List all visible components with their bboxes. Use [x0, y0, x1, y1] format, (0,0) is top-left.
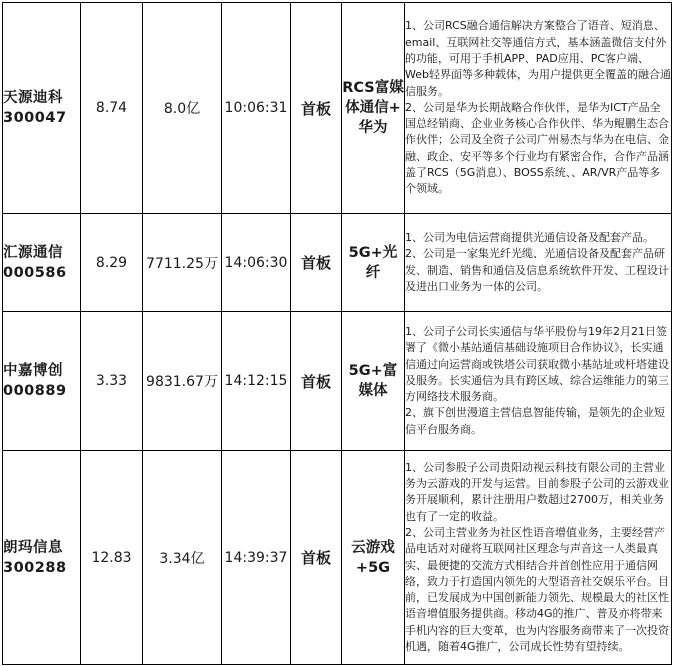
table-row [3, 214, 672, 312]
concept-cell [342, 3, 405, 214]
time-cell: 14:06:30 [222, 214, 291, 312]
concept-line: +5G [355, 559, 391, 576]
time-cell: 10:06:31 [222, 3, 291, 214]
description-paragraph: 2、公司主营业务为社区性语音增值业务，主要经营产品电话对对碰将互联网社区理念与声音这一人类最真实、最便捷的交流方式相结合并首创性应用于通信网络，致力于打造国内领先的大型语音社交娱乐平台。目前，已发展成为中国创新能力领先、规模最大的社区性语音增值服务提供商。移动4G的推广、普及亦将带来手机内容的巨大变革，也为内容服务商带来了一次投资机遇，随着4G推广，公司成长性势有望持续。 [405, 525, 669, 653]
description-cell [405, 3, 672, 214]
price-cell: 12.83 [81, 451, 143, 665]
concept-cell [342, 451, 405, 665]
stock-name-cell [3, 312, 81, 451]
concept-cell [342, 312, 405, 451]
market-cap-cell: 9831.67万 [143, 312, 222, 451]
table-row [3, 312, 672, 451]
board-cell: 首板 [291, 214, 342, 312]
description-paragraph: 2、公司是一家集光纤光缆、光通信设备及配套产品研发、制造、销售和通信及信息系统软件开发、工程设计及进出口业务为一体的公司。 [405, 247, 669, 293]
time-cell: 14:12:15 [222, 312, 291, 451]
stock-name: 中嘉博创 [3, 363, 63, 379]
stock-name-cell [3, 3, 81, 214]
stock-table [2, 2, 672, 665]
time-cell: 14:39:37 [222, 451, 291, 665]
description-paragraph: 1、公司为电信运营商提供光通信设备及配套产品。 [405, 230, 654, 244]
board-cell: 首板 [291, 451, 342, 665]
description-cell [405, 214, 672, 312]
market-cap-cell: 7711.25万 [143, 214, 222, 312]
stock-name: 汇源通信 [3, 244, 63, 261]
board-cell: 首板 [291, 312, 342, 451]
stock-code: 300047 [3, 110, 67, 126]
stock-name-cell [3, 214, 81, 312]
concept-cell [342, 214, 405, 312]
description-paragraph: 1、公司RCS融合通信解决方案整合了语音、短消息、email、互联网社交等通信方式，基本涵盖微信支付外的功能，可用于手机APP、PAD应用、PC客户端、Web轻界面等多种载体，为用户提供更全覆盖的融合通信服务。 [405, 19, 671, 98]
concept-line: 纤 [365, 264, 381, 281]
concept-line: 云游戏 [351, 539, 395, 556]
description-paragraph: 1、公司子公司长实通信与华平股份与19年2月21日签署了《微小基站通信基础设施项目合作协议》，长实通信通过向运营商或铁塔公司获取微小基站址或杆塔建设及服务。长实通信为具有跨区域、综合运维能力的第三方网络技术服务商。 [405, 324, 669, 404]
market-cap-cell: 3.34亿 [143, 451, 222, 665]
stock-name: 朗玛信息 [3, 539, 63, 556]
price-cell: 8.74 [81, 3, 143, 214]
table-row [3, 3, 672, 214]
price-cell: 3.33 [81, 312, 143, 451]
description-paragraph: 2、公司是华为长期战略合作伙伴，是华为ICT产品全国总经销商、企业业务核心合作伙伴、华为鲲鹏生态合作伙伴；公司及全资子公司广州易杰与华为在电信、金融、政企、安平等多个行业均有紧密合作，合作产品涵盖了RCS（5G消息）、BOSS系统、、AR/VR产品等多个领域。 [405, 100, 669, 196]
table-row [3, 451, 672, 665]
description-cell [405, 312, 672, 451]
stock-code: 000889 [3, 383, 67, 399]
description-cell [405, 451, 672, 665]
concept-line: 华为 [358, 120, 388, 136]
board-cell: 首板 [291, 3, 342, 214]
stock-name: 天源迪科 [3, 90, 63, 106]
concept-line: 5G+光 [348, 244, 398, 261]
concept-line: 体通信+ [345, 100, 401, 116]
market-cap-cell: 8.0亿 [143, 3, 222, 214]
concept-line: 媒体 [358, 383, 388, 399]
description-paragraph: 2、旗下创世漫道主营信息智能传输，是领先的企业短信平台服务商。 [405, 406, 665, 436]
stock-code: 000586 [3, 264, 67, 281]
price-cell: 8.29 [81, 214, 143, 312]
concept-line: 5G+富 [348, 363, 398, 379]
stock-name-cell [3, 451, 81, 665]
description-paragraph: 1、公司参股子公司贵阳动视云科技有限公司的主营业务为云游戏的开发与运营。目前参股子公司的云游戏业务开展顺利，累计注册用户数超过2700万，相关业务也有了一定的收益。 [405, 460, 669, 523]
stock-code: 300288 [3, 559, 67, 576]
concept-line: RCS富媒 [342, 80, 404, 96]
